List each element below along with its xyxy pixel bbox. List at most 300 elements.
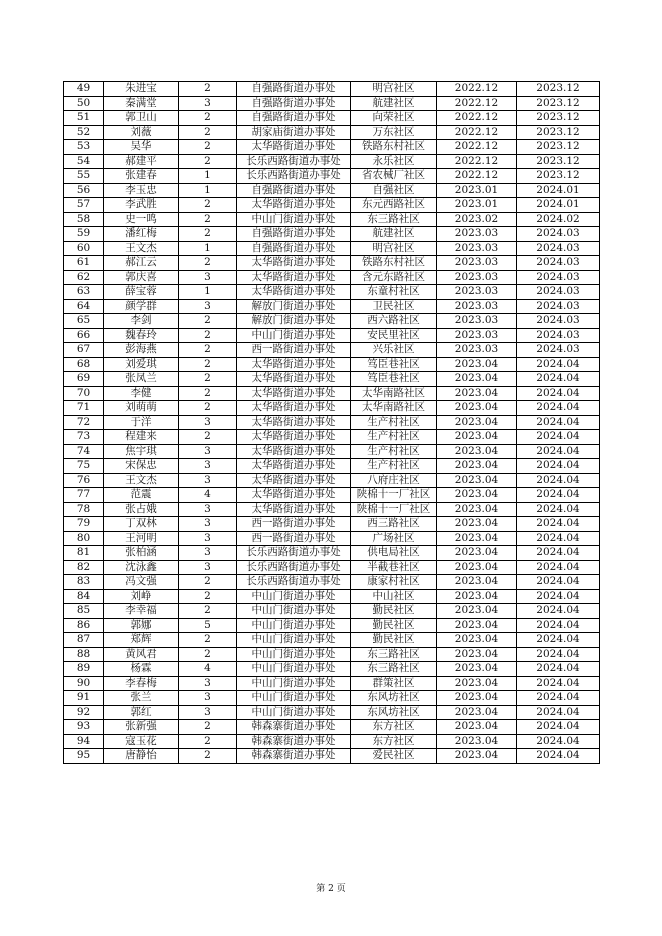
table-row (64, 734, 600, 749)
count-cell: 1 (179, 241, 237, 256)
community-cell: 省农械厂社区 (351, 169, 437, 184)
end-date-cell: 2023.12 (517, 82, 600, 97)
end-date-cell: 2024.04 (517, 633, 600, 648)
name-cell: 朱进宝 (104, 82, 179, 97)
end-date-cell: 2024.04 (517, 604, 600, 619)
count-cell: 2 (179, 749, 237, 764)
table-row (64, 531, 600, 546)
row-number-cell: 54 (64, 154, 104, 169)
start-date-cell: 2023.04 (437, 647, 517, 662)
end-date-cell: 2023.12 (517, 169, 600, 184)
count-cell: 3 (179, 270, 237, 285)
row-number-cell: 91 (64, 691, 104, 706)
name-cell: 张柏涵 (104, 546, 179, 561)
row-number-cell: 58 (64, 212, 104, 227)
end-date-cell: 2024.04 (517, 502, 600, 517)
community-cell: 航建社区 (351, 96, 437, 111)
street-office-cell: 自强路街道办事处 (237, 241, 351, 256)
community-cell: 广场社区 (351, 531, 437, 546)
table-row (64, 154, 600, 169)
end-date-cell: 2024.04 (517, 647, 600, 662)
start-date-cell: 2023.02 (437, 212, 517, 227)
table-row (64, 314, 600, 329)
end-date-cell: 2024.04 (517, 546, 600, 561)
count-cell: 2 (179, 212, 237, 227)
name-cell: 潘红梅 (104, 227, 179, 242)
end-date-cell: 2024.02 (517, 212, 600, 227)
community-cell: 生产村社区 (351, 459, 437, 474)
row-number-cell: 90 (64, 676, 104, 691)
row-number-cell: 74 (64, 444, 104, 459)
name-cell: 王文杰 (104, 473, 179, 488)
street-office-cell: 太华路街道办事处 (237, 256, 351, 271)
name-cell: 黄风君 (104, 647, 179, 662)
community-cell: 明宫社区 (351, 241, 437, 256)
name-cell: 焦宇琪 (104, 444, 179, 459)
community-cell: 东元西路社区 (351, 198, 437, 213)
street-office-cell: 中山门街道办事处 (237, 604, 351, 619)
street-office-cell: 西一路街道办事处 (237, 531, 351, 546)
community-cell: 生产村社区 (351, 430, 437, 445)
start-date-cell: 2023.04 (437, 488, 517, 503)
count-cell: 2 (179, 720, 237, 735)
start-date-cell: 2023.04 (437, 386, 517, 401)
start-date-cell: 2023.04 (437, 734, 517, 749)
street-office-cell: 太华路街道办事处 (237, 270, 351, 285)
name-cell: 郭卫山 (104, 111, 179, 126)
count-cell: 2 (179, 227, 237, 242)
name-cell: 张兰 (104, 691, 179, 706)
table-row (64, 517, 600, 532)
start-date-cell: 2023.04 (437, 705, 517, 720)
street-office-cell: 太华路街道办事处 (237, 386, 351, 401)
table-row (64, 401, 600, 416)
row-number-cell: 51 (64, 111, 104, 126)
name-cell: 李武胜 (104, 198, 179, 213)
row-number-cell: 62 (64, 270, 104, 285)
table-row (64, 430, 600, 445)
row-number-cell: 92 (64, 705, 104, 720)
count-cell: 3 (179, 444, 237, 459)
count-cell: 2 (179, 328, 237, 343)
start-date-cell: 2023.03 (437, 285, 517, 300)
count-cell: 5 (179, 618, 237, 633)
street-office-cell: 太华路街道办事处 (237, 444, 351, 459)
end-date-cell: 2024.04 (517, 662, 600, 677)
end-date-cell: 2024.04 (517, 560, 600, 575)
street-office-cell: 自强路街道办事处 (237, 227, 351, 242)
community-cell: 东三路社区 (351, 647, 437, 662)
count-cell: 2 (179, 343, 237, 358)
end-date-cell: 2024.04 (517, 618, 600, 633)
records-table (63, 81, 600, 764)
row-number-cell: 80 (64, 531, 104, 546)
name-cell: 郑辉 (104, 633, 179, 648)
end-date-cell: 2024.04 (517, 705, 600, 720)
row-number-cell: 52 (64, 125, 104, 140)
community-cell: 含元东路社区 (351, 270, 437, 285)
street-office-cell: 中山门街道办事处 (237, 589, 351, 604)
street-office-cell: 太华路街道办事处 (237, 372, 351, 387)
count-cell: 2 (179, 198, 237, 213)
row-number-cell: 85 (64, 604, 104, 619)
name-cell: 张占娥 (104, 502, 179, 517)
community-cell: 勤民社区 (351, 604, 437, 619)
street-office-cell: 西一路街道办事处 (237, 517, 351, 532)
count-cell: 2 (179, 154, 237, 169)
start-date-cell: 2023.04 (437, 517, 517, 532)
table-row (64, 96, 600, 111)
community-cell: 陕棉十一厂社区 (351, 502, 437, 517)
row-number-cell: 59 (64, 227, 104, 242)
table-row (64, 560, 600, 575)
start-date-cell: 2022.12 (437, 111, 517, 126)
count-cell: 2 (179, 256, 237, 271)
start-date-cell: 2023.04 (437, 662, 517, 677)
name-cell: 薛宝蓉 (104, 285, 179, 300)
name-cell: 杨霖 (104, 662, 179, 677)
row-number-cell: 65 (64, 314, 104, 329)
count-cell: 1 (179, 285, 237, 300)
table-row (64, 241, 600, 256)
street-office-cell: 长乐西路街道办事处 (237, 169, 351, 184)
start-date-cell: 2023.04 (437, 604, 517, 619)
start-date-cell: 2023.04 (437, 531, 517, 546)
table-row (64, 676, 600, 691)
count-cell: 2 (179, 140, 237, 155)
count-cell: 4 (179, 488, 237, 503)
row-number-cell: 87 (64, 633, 104, 648)
end-date-cell: 2024.03 (517, 299, 600, 314)
table-row (64, 198, 600, 213)
row-number-cell: 88 (64, 647, 104, 662)
name-cell: 王文杰 (104, 241, 179, 256)
table-row (64, 285, 600, 300)
start-date-cell: 2023.04 (437, 401, 517, 416)
street-office-cell: 自强路街道办事处 (237, 96, 351, 111)
street-office-cell: 中山门街道办事处 (237, 618, 351, 633)
row-number-cell: 53 (64, 140, 104, 155)
end-date-cell: 2024.04 (517, 517, 600, 532)
street-office-cell: 中山门街道办事处 (237, 647, 351, 662)
end-date-cell: 2024.04 (517, 430, 600, 445)
start-date-cell: 2023.01 (437, 183, 517, 198)
count-cell: 3 (179, 691, 237, 706)
table-row (64, 415, 600, 430)
street-office-cell: 韩森寨街道办事处 (237, 720, 351, 735)
start-date-cell: 2023.04 (437, 691, 517, 706)
row-number-cell: 76 (64, 473, 104, 488)
count-cell: 2 (179, 111, 237, 126)
end-date-cell: 2024.03 (517, 314, 600, 329)
count-cell: 2 (179, 386, 237, 401)
count-cell: 1 (179, 183, 237, 198)
street-office-cell: 解放门街道办事处 (237, 299, 351, 314)
row-number-cell: 83 (64, 575, 104, 590)
community-cell: 东方社区 (351, 734, 437, 749)
street-office-cell: 自强路街道办事处 (237, 183, 351, 198)
name-cell: 郭红 (104, 705, 179, 720)
end-date-cell: 2024.04 (517, 386, 600, 401)
table-row (64, 502, 600, 517)
count-cell: 2 (179, 589, 237, 604)
table-row (64, 386, 600, 401)
community-cell: 卫民社区 (351, 299, 437, 314)
count-cell: 3 (179, 705, 237, 720)
name-cell: 张凤兰 (104, 372, 179, 387)
street-office-cell: 中山门街道办事处 (237, 212, 351, 227)
community-cell: 陕棉十一厂社区 (351, 488, 437, 503)
street-office-cell: 太华路街道办事处 (237, 357, 351, 372)
row-number-cell: 79 (64, 517, 104, 532)
name-cell: 颜学群 (104, 299, 179, 314)
row-number-cell: 71 (64, 401, 104, 416)
start-date-cell: 2023.03 (437, 314, 517, 329)
table-row (64, 270, 600, 285)
street-office-cell: 自强路街道办事处 (237, 111, 351, 126)
end-date-cell: 2023.12 (517, 125, 600, 140)
start-date-cell: 2022.12 (437, 82, 517, 97)
street-office-cell: 长乐西路街道办事处 (237, 546, 351, 561)
name-cell: 王河明 (104, 531, 179, 546)
start-date-cell: 2023.03 (437, 270, 517, 285)
street-office-cell: 太华路街道办事处 (237, 502, 351, 517)
street-office-cell: 中山门街道办事处 (237, 328, 351, 343)
start-date-cell: 2023.04 (437, 676, 517, 691)
street-office-cell: 韩森寨街道办事处 (237, 734, 351, 749)
community-cell: 西六路社区 (351, 314, 437, 329)
start-date-cell: 2022.12 (437, 154, 517, 169)
end-date-cell: 2024.03 (517, 328, 600, 343)
community-cell: 中山社区 (351, 589, 437, 604)
end-date-cell: 2024.04 (517, 444, 600, 459)
count-cell: 3 (179, 531, 237, 546)
table-row (64, 546, 600, 561)
community-cell: 太华南路社区 (351, 401, 437, 416)
community-cell: 西三路社区 (351, 517, 437, 532)
name-cell: 李健 (104, 386, 179, 401)
row-number-cell: 61 (64, 256, 104, 271)
table-row (64, 720, 600, 735)
street-office-cell: 长乐西路街道办事处 (237, 575, 351, 590)
community-cell: 明宫社区 (351, 82, 437, 97)
count-cell: 3 (179, 546, 237, 561)
community-cell: 生产村社区 (351, 444, 437, 459)
table-row (64, 575, 600, 590)
community-cell: 勤民社区 (351, 618, 437, 633)
end-date-cell: 2024.01 (517, 198, 600, 213)
table-row (64, 343, 600, 358)
start-date-cell: 2023.03 (437, 328, 517, 343)
street-office-cell: 中山门街道办事处 (237, 691, 351, 706)
start-date-cell: 2023.03 (437, 299, 517, 314)
end-date-cell: 2024.04 (517, 691, 600, 706)
community-cell: 半截巷社区 (351, 560, 437, 575)
community-cell: 永乐社区 (351, 154, 437, 169)
end-date-cell: 2023.12 (517, 154, 600, 169)
row-number-cell: 84 (64, 589, 104, 604)
street-office-cell: 太华路街道办事处 (237, 401, 351, 416)
community-cell: 铁路东村社区 (351, 140, 437, 155)
name-cell: 郝建平 (104, 154, 179, 169)
name-cell: 郝江云 (104, 256, 179, 271)
name-cell: 唐静怡 (104, 749, 179, 764)
table-body (64, 82, 600, 764)
end-date-cell: 2024.04 (517, 488, 600, 503)
start-date-cell: 2023.04 (437, 357, 517, 372)
end-date-cell: 2024.04 (517, 575, 600, 590)
count-cell: 3 (179, 299, 237, 314)
start-date-cell: 2023.04 (437, 560, 517, 575)
street-office-cell: 中山门街道办事处 (237, 705, 351, 720)
count-cell: 3 (179, 459, 237, 474)
start-date-cell: 2023.04 (437, 633, 517, 648)
table-row (64, 372, 600, 387)
community-cell: 航建社区 (351, 227, 437, 242)
community-cell: 供电局社区 (351, 546, 437, 561)
end-date-cell: 2024.03 (517, 343, 600, 358)
street-office-cell: 太华路街道办事处 (237, 473, 351, 488)
start-date-cell: 2023.03 (437, 227, 517, 242)
row-number-cell: 75 (64, 459, 104, 474)
street-office-cell: 胡家庙街道办事处 (237, 125, 351, 140)
count-cell: 2 (179, 125, 237, 140)
name-cell: 秦满堂 (104, 96, 179, 111)
end-date-cell: 2024.04 (517, 734, 600, 749)
end-date-cell: 2024.04 (517, 357, 600, 372)
table-row (64, 357, 600, 372)
table-row (64, 140, 600, 155)
community-cell: 群策社区 (351, 676, 437, 691)
name-cell: 刘爱琪 (104, 357, 179, 372)
street-office-cell: 西一路街道办事处 (237, 343, 351, 358)
name-cell: 李春梅 (104, 676, 179, 691)
table-row (64, 459, 600, 474)
start-date-cell: 2023.04 (437, 415, 517, 430)
start-date-cell: 2023.04 (437, 372, 517, 387)
count-cell: 2 (179, 575, 237, 590)
start-date-cell: 2022.12 (437, 140, 517, 155)
row-number-cell: 69 (64, 372, 104, 387)
start-date-cell: 2023.04 (437, 618, 517, 633)
community-cell: 东风坊社区 (351, 705, 437, 720)
community-cell: 向荣社区 (351, 111, 437, 126)
end-date-cell: 2024.04 (517, 473, 600, 488)
row-number-cell: 86 (64, 618, 104, 633)
end-date-cell: 2024.04 (517, 415, 600, 430)
end-date-cell: 2024.04 (517, 401, 600, 416)
start-date-cell: 2022.12 (437, 169, 517, 184)
start-date-cell: 2023.04 (437, 502, 517, 517)
table-row (64, 227, 600, 242)
row-number-cell: 60 (64, 241, 104, 256)
table-row (64, 749, 600, 764)
table-row (64, 662, 600, 677)
count-cell: 2 (179, 734, 237, 749)
name-cell: 程建来 (104, 430, 179, 445)
street-office-cell: 太华路街道办事处 (237, 488, 351, 503)
row-number-cell: 70 (64, 386, 104, 401)
end-date-cell: 2024.04 (517, 749, 600, 764)
name-cell: 张新强 (104, 720, 179, 735)
community-cell: 铁路东村社区 (351, 256, 437, 271)
street-office-cell: 韩森寨街道办事处 (237, 749, 351, 764)
end-date-cell: 2024.03 (517, 256, 600, 271)
end-date-cell: 2024.04 (517, 720, 600, 735)
count-cell: 3 (179, 676, 237, 691)
street-office-cell: 中山门街道办事处 (237, 633, 351, 648)
count-cell: 2 (179, 372, 237, 387)
count-cell: 2 (179, 357, 237, 372)
end-date-cell: 2024.04 (517, 372, 600, 387)
row-number-cell: 66 (64, 328, 104, 343)
row-number-cell: 50 (64, 96, 104, 111)
community-cell: 爱民社区 (351, 749, 437, 764)
start-date-cell: 2023.04 (437, 589, 517, 604)
start-date-cell: 2023.01 (437, 198, 517, 213)
count-cell: 2 (179, 633, 237, 648)
name-cell: 寇玉花 (104, 734, 179, 749)
row-number-cell: 57 (64, 198, 104, 213)
name-cell: 史一鸣 (104, 212, 179, 227)
row-number-cell: 89 (64, 662, 104, 677)
row-number-cell: 68 (64, 357, 104, 372)
count-cell: 3 (179, 96, 237, 111)
table-row (64, 473, 600, 488)
table-row (64, 647, 600, 662)
end-date-cell: 2024.04 (517, 459, 600, 474)
count-cell: 2 (179, 82, 237, 97)
row-number-cell: 82 (64, 560, 104, 575)
name-cell: 丁双林 (104, 517, 179, 532)
name-cell: 范震 (104, 488, 179, 503)
end-date-cell: 2023.12 (517, 140, 600, 155)
community-cell: 东童村社区 (351, 285, 437, 300)
end-date-cell: 2024.03 (517, 270, 600, 285)
community-cell: 八府庄社区 (351, 473, 437, 488)
start-date-cell: 2023.04 (437, 575, 517, 590)
row-number-cell: 78 (64, 502, 104, 517)
community-cell: 东三路社区 (351, 212, 437, 227)
name-cell: 吴华 (104, 140, 179, 155)
name-cell: 刘薇 (104, 125, 179, 140)
table-row (64, 705, 600, 720)
name-cell: 郭庆喜 (104, 270, 179, 285)
row-number-cell: 95 (64, 749, 104, 764)
table-row (64, 169, 600, 184)
name-cell: 于洋 (104, 415, 179, 430)
community-cell: 笃臣巷社区 (351, 357, 437, 372)
count-cell: 1 (179, 169, 237, 184)
name-cell: 冯文强 (104, 575, 179, 590)
start-date-cell: 2023.04 (437, 720, 517, 735)
table-row (64, 618, 600, 633)
table-row (64, 328, 600, 343)
row-number-cell: 49 (64, 82, 104, 97)
community-cell: 兴乐社区 (351, 343, 437, 358)
start-date-cell: 2023.04 (437, 749, 517, 764)
name-cell: 魏春玲 (104, 328, 179, 343)
start-date-cell: 2023.04 (437, 459, 517, 474)
end-date-cell: 2024.03 (517, 227, 600, 242)
name-cell: 彭海燕 (104, 343, 179, 358)
table-row (64, 183, 600, 198)
community-cell: 东风坊社区 (351, 691, 437, 706)
table-row (64, 125, 600, 140)
end-date-cell: 2024.03 (517, 241, 600, 256)
row-number-cell: 64 (64, 299, 104, 314)
table-row (64, 589, 600, 604)
